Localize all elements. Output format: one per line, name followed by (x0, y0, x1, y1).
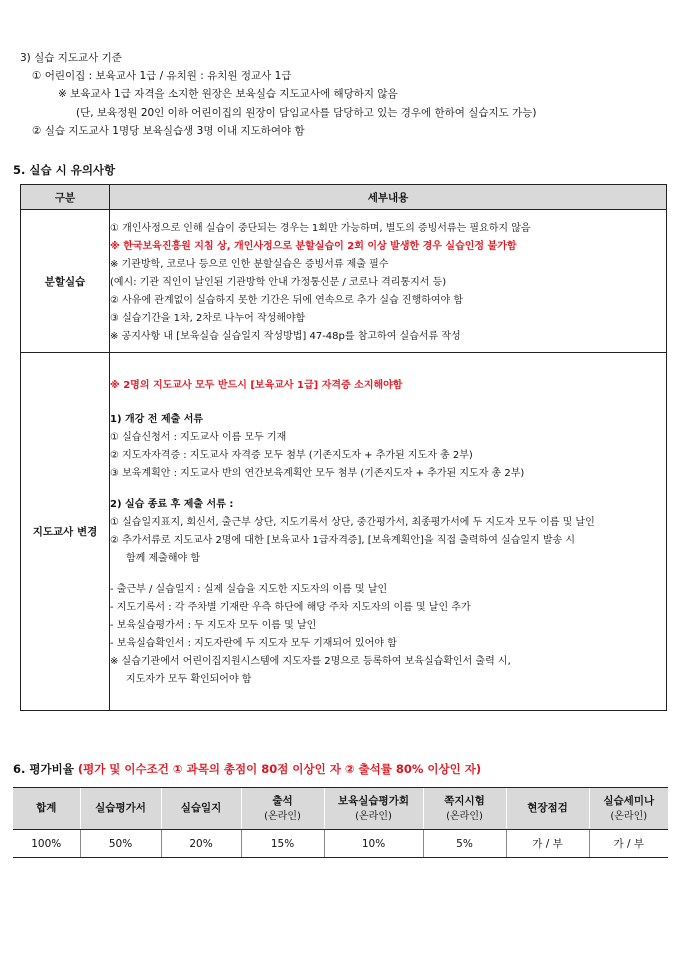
split-line-1: ① 개인사정으로 인해 실습이 중단되는 경우는 1회만 가능하며, 별도의 증빙서류는 필요하지 않음 (110, 223, 531, 234)
post-course-docs-title: 2) 실습 종료 후 제출 서류 : (110, 499, 234, 510)
post-course-doc-2-cont: 함께 제출해야 함 (126, 553, 200, 564)
teacher-change-red-note: ※ 2명의 지도교사 모두 반드시 [보육교사 1급] 자격증 소지해야함 (110, 380, 403, 391)
header-practice-evaluation: 실습평가서 (80, 788, 161, 830)
row-label-split-practice: 분할실습 (21, 210, 110, 352)
header-seminar: 실습세미나 (온라인) (589, 788, 668, 830)
split-line-7: ※ 공지사항 내 [보육실습 실습일지 작성방법] 47-48p를 참고하여 실습서류 작성 (110, 331, 461, 342)
section-5-title: 5. 실습 시 유의사항 (13, 163, 116, 177)
teacher-criteria-note: ※ 보육교사 1급 자격을 소지한 원장은 보육실습 지도교사에 해당하지 않음 (58, 88, 398, 100)
dash-line-4: - 보육실습확인서 : 지도자란에 두 지도자 모두 기재되어 있어야 함 (110, 638, 397, 649)
section-6-title (13, 762, 481, 776)
header-quiz: 쪽지시험 (온라인) (423, 788, 506, 830)
split-line-4: (예시: 기관 직인이 날인된 기관방학 안내 가정통신문 / 코로나 격리통지서 등) (110, 277, 447, 288)
teacher-criteria-item-2: ② 실습 지도교사 1명당 보육실습생 3명 이내 지도하여야 함 (32, 125, 305, 137)
teacher-criteria-heading: 3) 실습 지도교사 기준 (20, 52, 122, 64)
precautions-table (20, 184, 667, 711)
value-attendance: 15% (241, 830, 324, 858)
row-label-teacher-change: 지도교사 변경 (21, 353, 110, 710)
value-practice-journal: 20% (161, 830, 241, 858)
table-row-teacher-change (21, 353, 666, 710)
pre-course-doc-2: ② 지도자자격증 : 지도교사 자격증 모두 첨부 (기존지도자 + 추가된 지도자 총 2부) (110, 450, 473, 461)
post-course-doc-2: ② 추가서류로 지도교사 2명에 대한 [보육교사 1급자격증], [보육계획안]을 직접 출력하여 실습일지 발송 시 (110, 535, 576, 546)
split-line-2-warning: ※ 한국보육진흥원 지침 상, 개인사정으로 분할실습이 2회 이상 발생한 경우 실습인정 불가함 (110, 241, 517, 252)
dash-line-3: - 보육실습평가서 : 두 지도자 모두 이름 및 날인 (110, 620, 317, 631)
dash-line-2: - 지도기록서 : 각 주차별 기재란 우측 하단에 해당 주차 지도자의 이름 및 날인 추가 (110, 602, 471, 613)
system-note: ※ 실습기관에서 어린이집지원시스템에 지도자를 2명으로 등록하여 보육실습확인서 출력 시, (110, 656, 511, 667)
header-attendance: 출석 (온라인) (241, 788, 324, 830)
evaluation-value-row (13, 830, 668, 858)
pre-course-docs-title: 1) 개강 전 제출 서류 (110, 414, 204, 425)
split-line-3: ※ 기관방학, 코로나 등으로 인한 분할실습은 증빙서류 제출 필수 (110, 259, 389, 270)
table-row-split-practice (21, 210, 666, 353)
precautions-table-header (21, 185, 666, 210)
row-content-split-practice (110, 210, 666, 352)
value-seminar: 가 / 부 (589, 830, 668, 858)
pre-course-doc-3: ③ 보육계획안 : 지도교사 반의 연간보육계획안 모두 첨부 (기존지도자 + 추가된 지도자 총 2부) (110, 468, 525, 479)
row-content-teacher-change (110, 353, 666, 710)
header-practice-journal: 실습일지 (161, 788, 241, 830)
header-site-inspection: 현장점검 (506, 788, 589, 830)
header-category: 구분 (21, 185, 110, 209)
post-course-doc-1: ① 실습일지표지, 회신서, 출근부 상단, 지도기록서 상단, 중간평가서, 최종평가서에 두 지도자 모두 이름 및 날인 (110, 517, 595, 528)
evaluation-header-row (13, 788, 668, 830)
pre-course-doc-1: ① 실습신청서 : 지도교사 이름 모두 기재 (110, 432, 287, 443)
value-site-inspection: 가 / 부 (506, 830, 589, 858)
header-details: 세부내용 (367, 191, 409, 204)
split-line-6: ③ 실습기간을 1차, 2차로 나누어 작성해야함 (110, 313, 306, 324)
value-practice-evaluation: 50% (80, 830, 161, 858)
dash-line-1: - 출근부 / 실습일지 : 실제 실습을 지도한 지도자의 이름 및 날인 (110, 584, 388, 595)
value-evaluation-meeting: 10% (324, 830, 423, 858)
split-line-5: ② 사유에 관계없이 실습하지 못한 기간은 뒤에 연속으로 추가 실습 진행하여야 함 (110, 295, 464, 306)
section-6-conditions: (평가 및 이수조건 ① 과목의 총점이 80점 이상인 자 ② 출석률 80% 이상인 자) (77, 762, 482, 776)
teacher-criteria-exception: (단, 보육정원 20인 이하 어린이집의 원장이 담임교사를 담당하고 있는 경우에 한하여 실습지도 가능) (76, 107, 537, 119)
header-total: 합계 (13, 788, 80, 830)
value-quiz: 5% (423, 830, 506, 858)
system-note-cont: 지도자가 모두 확인되어야 함 (126, 674, 252, 685)
value-total: 100% (13, 830, 80, 858)
teacher-criteria-item-1: ① 어린이집 : 보육교사 1급 / 유치원 : 유치원 정교사 1급 (32, 70, 292, 82)
section-6-title-text: 6. 평가비율 (13, 762, 74, 776)
header-evaluation-meeting: 보육실습평가회 (온라인) (324, 788, 423, 830)
evaluation-ratio-table (13, 787, 668, 858)
